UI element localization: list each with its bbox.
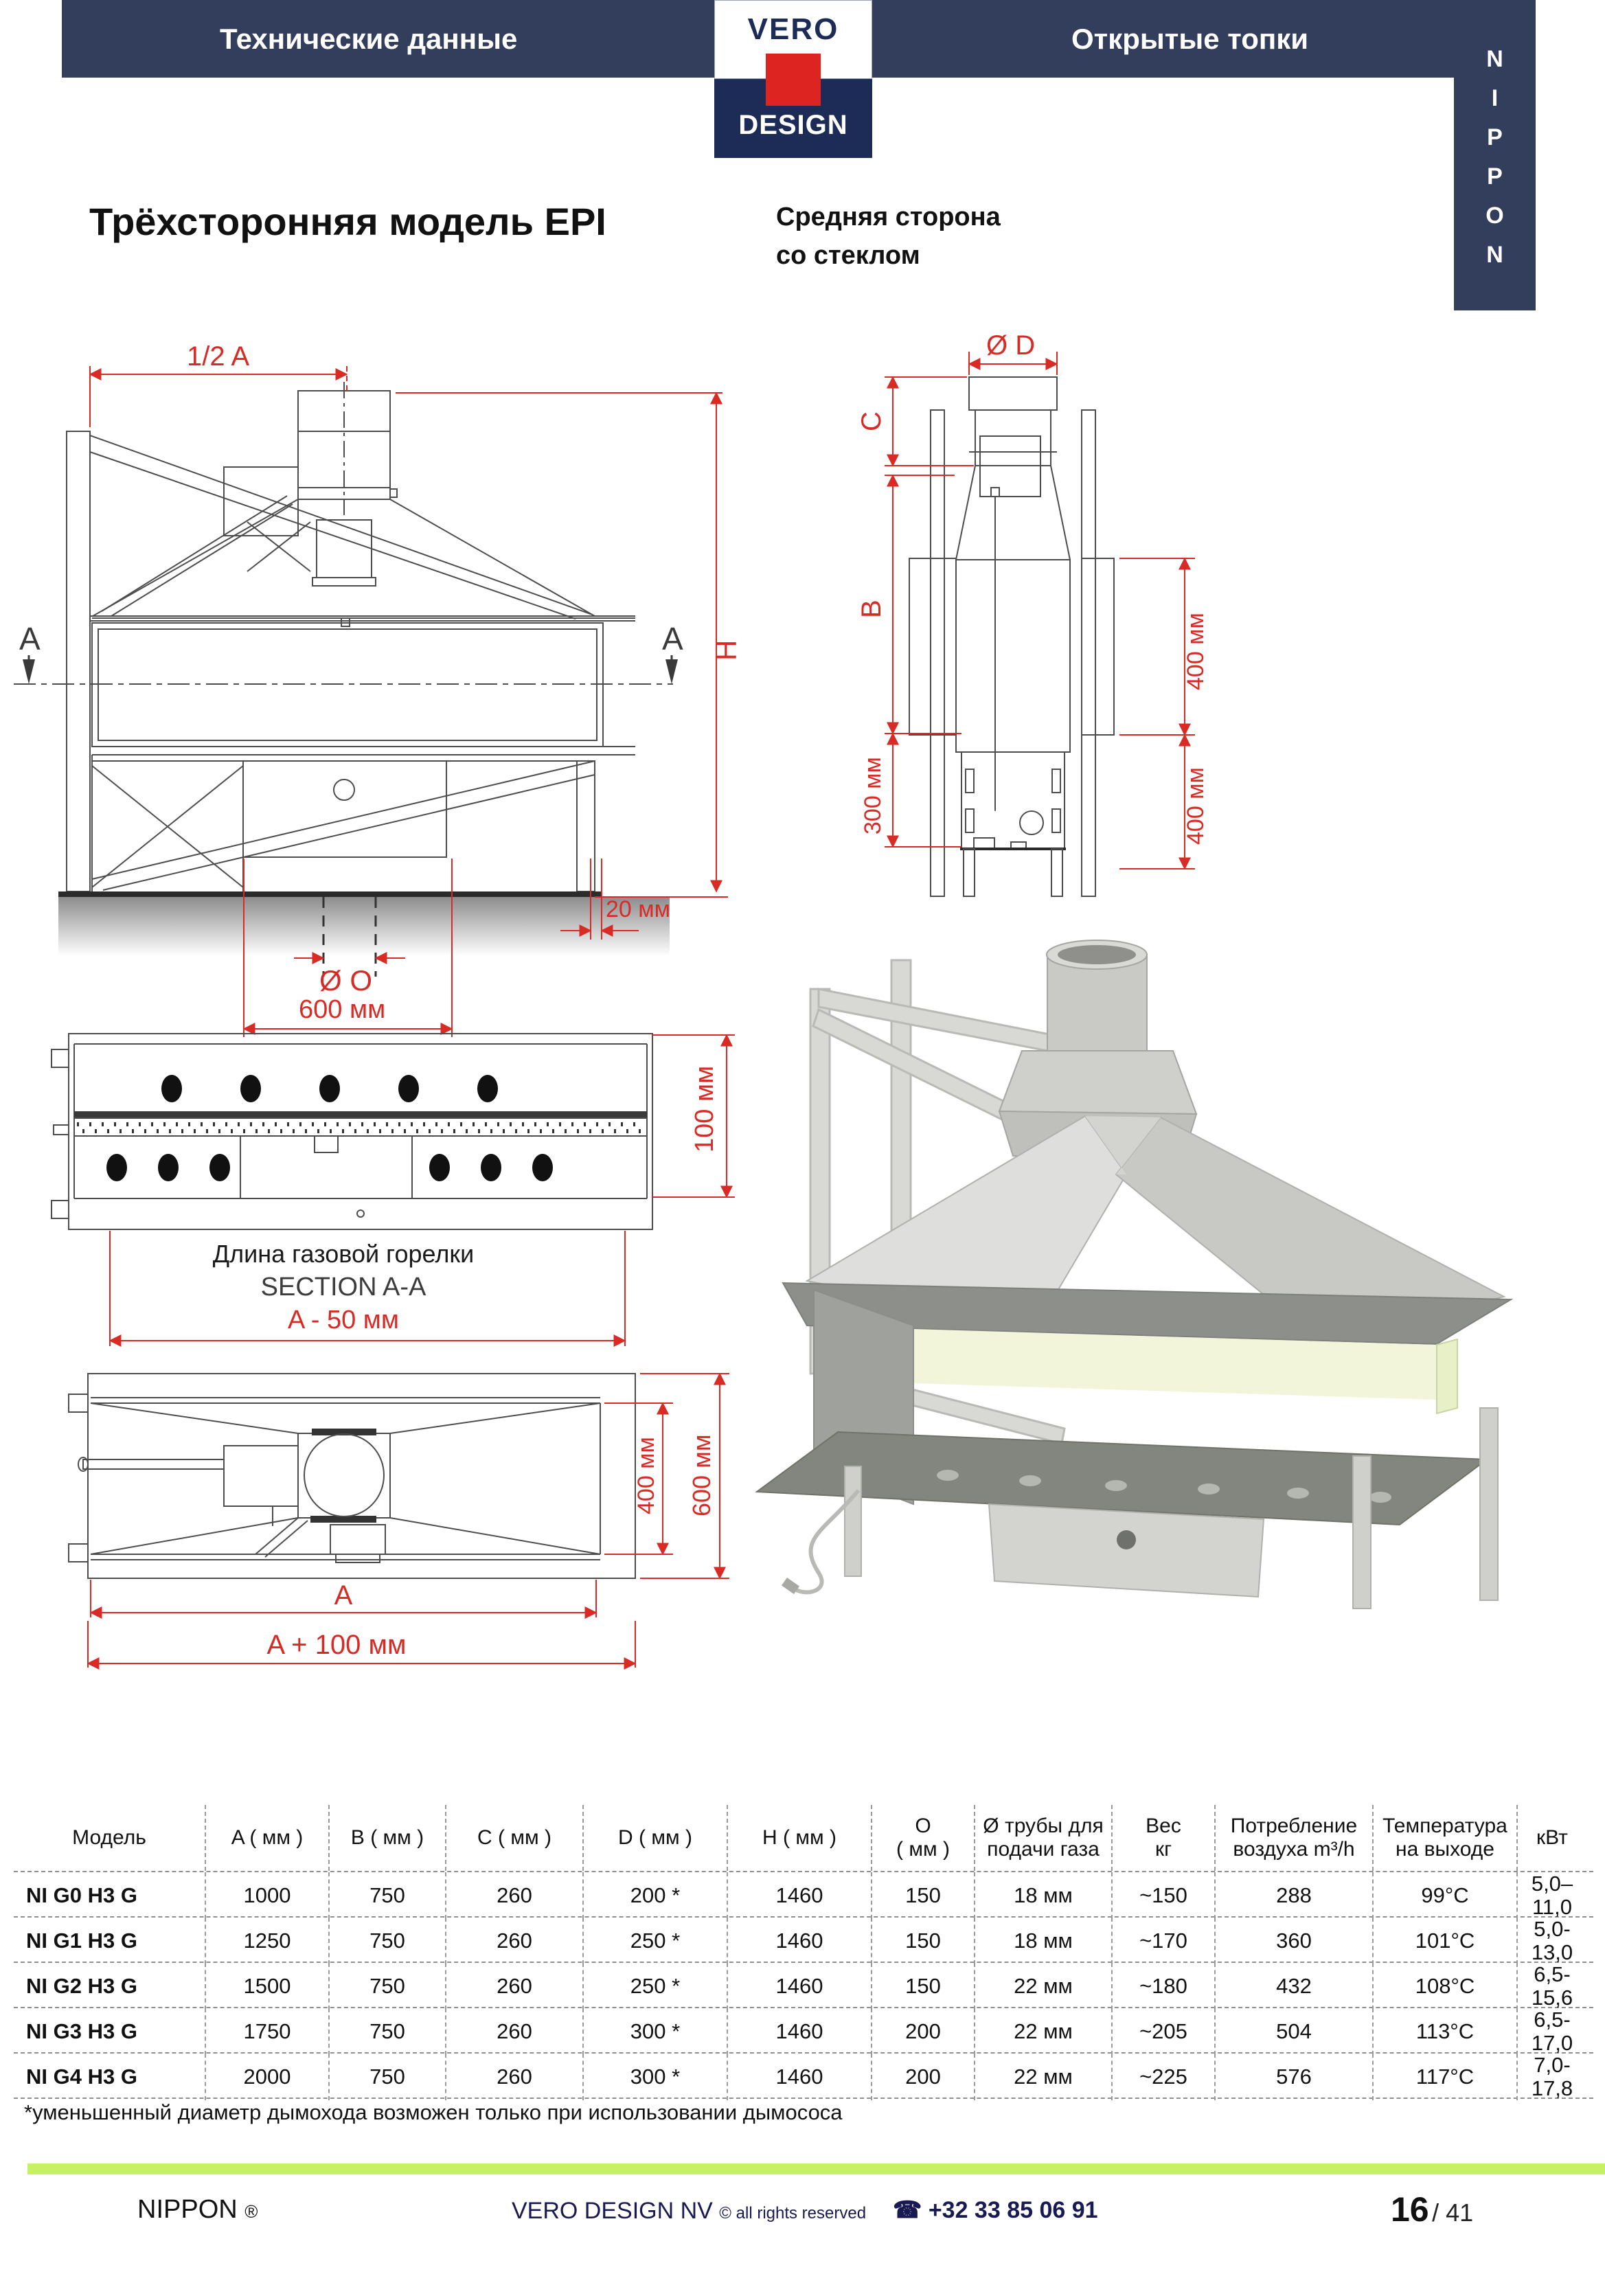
table-cell: 250 * [584, 1918, 728, 1964]
footer-company-name: VERO DESIGN NV [512, 2198, 713, 2224]
header-left-title: Технические данные [220, 23, 518, 55]
table-cell: 750 [330, 2054, 446, 2100]
header-cell: B ( мм ) [330, 1805, 446, 1871]
table-cell: ~150 [1113, 1872, 1216, 1919]
logo-design-text: DESIGN [738, 110, 848, 140]
page-subtitle [776, 198, 1001, 275]
page-number-current: 16 [1391, 2190, 1429, 2229]
dim-400mm-top: 400 мм [1183, 613, 1209, 690]
footer-divider [27, 2163, 1605, 2174]
table-row [14, 1872, 1593, 1918]
table-cell: 260 [446, 1872, 584, 1919]
table-cell: ~225 [1113, 2054, 1216, 2100]
registered-mark-icon: ® [244, 2201, 258, 2222]
footer-brand [137, 2195, 258, 2225]
dim-100mm: 100 мм [690, 1065, 719, 1152]
table-cell: 1460 [728, 1963, 872, 2010]
table-cell: 5,0-13,0 [1531, 1917, 1573, 1964]
page-number-total: / 41 [1432, 2198, 1474, 2227]
table-cell: 6,5-15,6 [1531, 1962, 1573, 2010]
footnote: *уменьшенный диаметр дымохода возможен только при использовании дымососа [24, 2100, 843, 2124]
table-cell: 1460 [728, 2054, 872, 2100]
table-cell: 250 * [584, 1963, 728, 2010]
header-cell: C ( мм ) [446, 1805, 584, 1871]
section-structure [52, 1034, 652, 1229]
brand-letter: P [1487, 124, 1503, 150]
table-cell: 1500 [206, 1963, 330, 2010]
side-structure [909, 377, 1114, 896]
table-cell: 200 [872, 2008, 975, 2055]
table-cell: 2000 [206, 2054, 330, 2100]
plan-view-drawing [14, 1360, 783, 1703]
model-cell: NI G2 H3 G [14, 1963, 206, 2010]
model-cell: NI G3 H3 G [14, 2008, 206, 2055]
brand-letter: I [1491, 85, 1499, 111]
table-cell: 150 [872, 1918, 975, 1964]
dim-a100: A + 100 мм [266, 1630, 407, 1660]
plan-structure [69, 1374, 635, 1578]
dim-400mm: 400 мм [633, 1437, 659, 1514]
footer-brand-name: NIPPON [137, 2195, 238, 2224]
header-cell: Вес кг [1113, 1805, 1216, 1871]
dim-h: H [710, 639, 742, 661]
dim-a: A [334, 1580, 353, 1611]
header-cell: A ( мм ) [206, 1805, 330, 1871]
brand-letter: N [1486, 242, 1503, 268]
table-cell: 99°C [1374, 1872, 1518, 1919]
header-cell: Потребление воздуха m³/h [1216, 1805, 1374, 1871]
page-title: Трёхсторонняя модель EPI [89, 200, 606, 243]
table-row [14, 2008, 1593, 2054]
page-number [1391, 2190, 1473, 2229]
dim-400mm-bottom: 400 мм [1183, 767, 1209, 845]
header-cell: кВт [1536, 1826, 1568, 1849]
header-right-title: Открытые топки [1071, 23, 1309, 55]
front-lower-frame [58, 755, 670, 977]
table-cell: 108°C [1374, 1963, 1518, 2010]
dim-20mm: 20 мм [606, 896, 671, 922]
table-cell: 260 [446, 2054, 584, 2100]
front-view-drawing [14, 316, 783, 1044]
dim-600mm-plan: 600 мм [687, 1434, 716, 1516]
dim-300mm: 300 мм [860, 757, 886, 834]
table-cell: 18 мм [975, 1872, 1113, 1919]
table-cell: 288 [1216, 1872, 1374, 1919]
table-cell: 22 мм [975, 2054, 1113, 2100]
table-cell: 101°C [1374, 1918, 1518, 1964]
table-cell: 1460 [728, 1918, 872, 1964]
table-cell: 300 * [584, 2054, 728, 2100]
table-cell: 22 мм [975, 2008, 1113, 2055]
section-marker-right [662, 621, 683, 684]
vero-design-logo [714, 0, 872, 158]
table-cell: 300 * [584, 2008, 728, 2055]
table-cell: 750 [330, 1963, 446, 2010]
table-cell: 260 [446, 1963, 584, 2010]
table-cell: 22 мм [975, 1963, 1113, 2010]
section-view-drawing [14, 1023, 783, 1353]
footer-phone [893, 2196, 1098, 2224]
section-caption: Длина газовой горелки [212, 1240, 475, 1268]
table-cell: 576 [1216, 2054, 1374, 2100]
model-cell: NI G0 H3 G [14, 1872, 206, 1919]
phone-icon: ☎ [893, 2197, 922, 2223]
table-cell: 6,5-17,0 [1531, 2008, 1573, 2055]
page-subtitle-line1: Средняя сторона [776, 203, 1001, 231]
table-row [14, 1963, 1593, 2008]
footer-company [512, 2198, 866, 2225]
section-marker-left [19, 621, 41, 684]
table-row [14, 2054, 1593, 2099]
dim-d: Ø D [986, 330, 1036, 361]
dim-o: Ø O [319, 964, 373, 997]
table-cell: 7,0-17,8 [1531, 2053, 1573, 2100]
header-cell: O ( мм ) [872, 1805, 975, 1871]
table-cell: ~180 [1113, 1963, 1216, 2010]
table-cell: 432 [1216, 1963, 1374, 2010]
table-cell: 5,0–11,0 [1531, 1872, 1573, 1919]
logo-red-square [766, 54, 821, 106]
table-cell: 750 [330, 1872, 446, 1919]
table-cell: ~170 [1113, 1918, 1216, 1964]
header-cell: D ( мм ) [584, 1805, 728, 1871]
page-subtitle-line2: со стеклом [776, 241, 920, 270]
dim-600mm: 600 мм [299, 995, 386, 1024]
table-cell: 750 [330, 2008, 446, 2055]
model-cell: NI G4 H3 G [14, 2054, 206, 2100]
dim-half-a: 1/2 A [187, 341, 250, 372]
table-cell: 200 * [584, 1872, 728, 1919]
table-cell: 750 [330, 1918, 446, 1964]
table-cell: 504 [1216, 2008, 1374, 2055]
header-cell: Модель [14, 1805, 206, 1871]
header-cell: H ( мм ) [728, 1805, 872, 1871]
dim-b: B [856, 600, 887, 618]
dim-a50: A - 50 мм [287, 1306, 400, 1334]
table-cell: 1460 [728, 1872, 872, 1919]
table-cell: ~205 [1113, 2008, 1216, 2055]
table-cell: 1460 [728, 2008, 872, 2055]
footer-phone-number: +32 33 85 06 91 [928, 2197, 1098, 2223]
brand-letter: N [1486, 46, 1503, 72]
table-cell: 1000 [206, 1872, 330, 1919]
table-cell: 117°C [1374, 2054, 1518, 2100]
brand-letter: P [1487, 163, 1503, 190]
render-3d [742, 886, 1545, 1614]
table-cell: 260 [446, 1918, 584, 1964]
section-label: SECTION A-A [260, 1273, 426, 1302]
table-cell: 1750 [206, 2008, 330, 2055]
dim-c: C [856, 411, 887, 431]
logo-vero-text: VERO [747, 12, 839, 46]
table-cell: 113°C [1374, 2008, 1518, 2055]
spec-table [14, 1805, 1593, 2099]
svg-text:A: A [662, 621, 683, 657]
table-cell: 18 мм [975, 1918, 1113, 1964]
table-header-row [14, 1805, 1593, 1872]
table-cell: 260 [446, 2008, 584, 2055]
table-row [14, 1918, 1593, 1963]
header-cell: Ø трубы для подачи газа [975, 1805, 1113, 1871]
header-cell: Температура на выходе [1374, 1805, 1518, 1871]
footer-rights: © all rights reserved [719, 2204, 867, 2223]
svg-text:A: A [19, 621, 41, 657]
glass-window [92, 618, 635, 755]
brand-vertical-strip [1454, 0, 1536, 310]
table-cell: 360 [1216, 1918, 1374, 1964]
table-cell: 1250 [206, 1918, 330, 1964]
brand-letter: O [1486, 203, 1504, 229]
table-cell: 200 [872, 2054, 975, 2100]
front-structure [67, 382, 635, 891]
side-view-drawing [852, 316, 1387, 913]
model-cell: NI G1 H3 G [14, 1918, 206, 1964]
table-cell: 150 [872, 1872, 975, 1919]
table-cell: 150 [872, 1963, 975, 2010]
